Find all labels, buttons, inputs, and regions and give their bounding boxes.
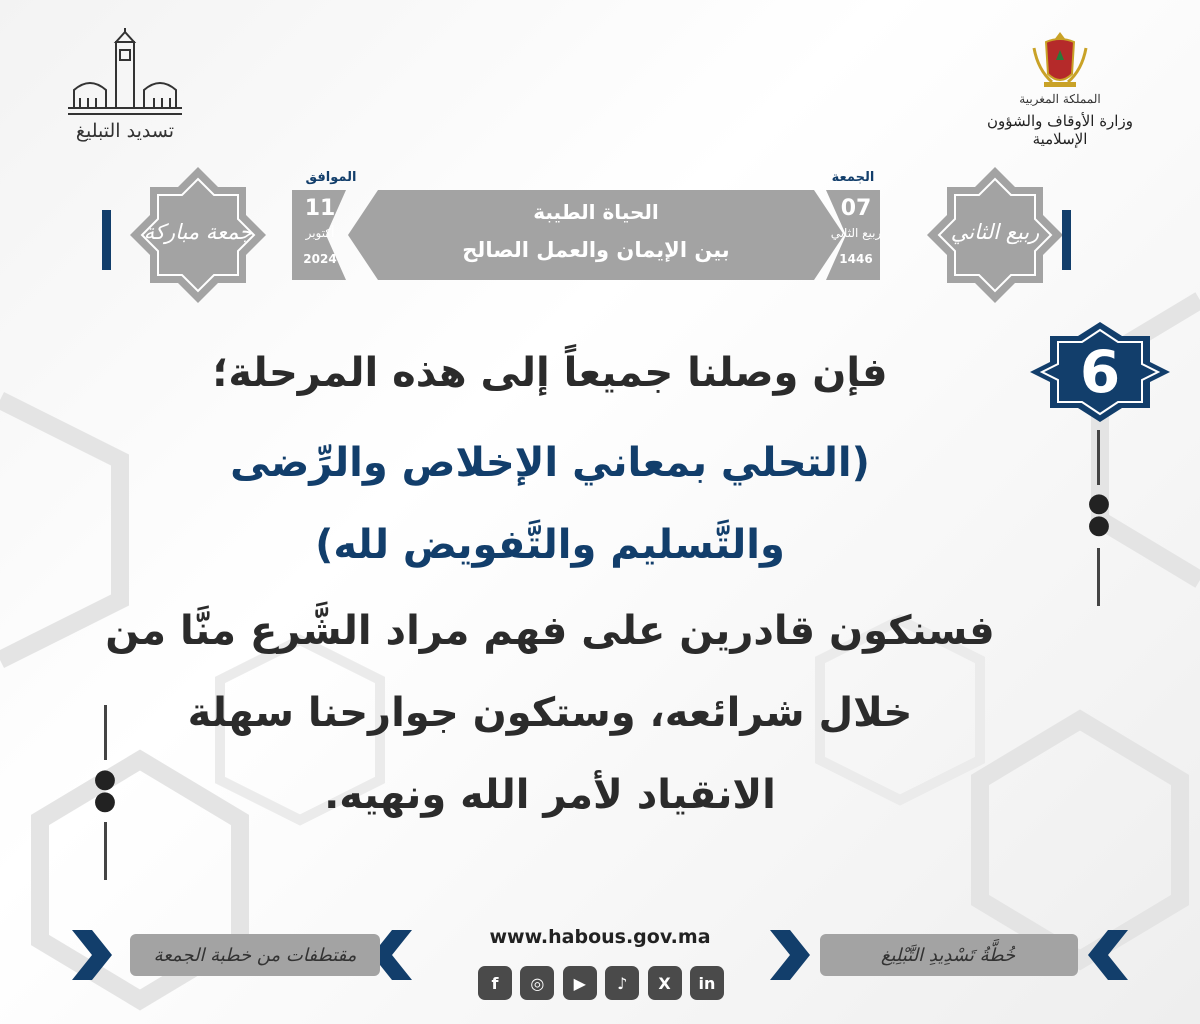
content-line-3: والتَّسليم والتَّفويض لله) [315, 522, 785, 568]
content-line-2: (التحلي بمعاني الإخلاص والرِّضى [230, 440, 870, 486]
linkedin-icon[interactable]: in [690, 966, 724, 1000]
instagram-icon[interactable]: ◎ [520, 966, 554, 1000]
tiktok-icon[interactable]: ♪ [605, 966, 639, 1000]
x-icon[interactable]: X [648, 966, 682, 1000]
hijri-month: ربيع الثاني [830, 226, 882, 240]
hijri-year: 1446 [839, 252, 873, 266]
content-line-4: فسنكون قادرين على فهم مراد الشَّرع منَّا من [105, 608, 995, 654]
sermon-title-line2: بين الإيمان والعمل الصالح [462, 238, 730, 262]
content-line-1: فإن وصلنا جميعاً إلى هذه المرحلة؛ [212, 350, 888, 396]
youtube-icon[interactable]: ▶ [563, 966, 597, 1000]
content-line-5: خلال شرائعه، وستكون جوارحنا سهلة [187, 690, 913, 736]
right-divider-bottom [1097, 548, 1100, 606]
brand-logo [60, 28, 190, 148]
gregorian-day: 11 [304, 196, 336, 221]
social-links [478, 966, 724, 1002]
right-divider-top [1097, 430, 1100, 485]
point-number: 6 [1079, 338, 1121, 406]
gregorian-label: الموافق [305, 170, 357, 185]
sermon-title-line1: الحياة الطيبة [533, 200, 659, 224]
header-bar-right [1062, 210, 1071, 270]
ministry-name: وزارة الأوقاف والشؤون الإسلامية [987, 112, 1133, 148]
rosette-greeting: جمعة مباركة [143, 220, 253, 244]
sermon-title [348, 190, 844, 280]
royal-coat-of-arms-icon [960, 30, 1160, 90]
right-divider-ornament: ● ● [1087, 488, 1111, 540]
gregorian-date [284, 190, 356, 280]
ministry-country: المملكة المغربية [1019, 92, 1101, 106]
website-link[interactable]: www.habous.gov.ma [489, 926, 711, 948]
mosque-minaret-icon [60, 28, 190, 120]
footer-label-plan: خُطَّةُ تَسْدِيدِ التَّبْلِيغ [880, 945, 1016, 966]
rosette-month: ربيع الثاني [950, 220, 1040, 244]
footer-label-excerpts: مقتطفات من خطبة الجمعة [153, 945, 357, 966]
gregorian-month: أكتوبر [305, 226, 335, 240]
left-divider-ornament: ● ● [93, 764, 117, 816]
ministry-logo [960, 30, 1160, 150]
hijri-label: الجمعة [831, 170, 875, 185]
header-bar-left [102, 210, 111, 270]
hijri-day: 07 [840, 196, 872, 221]
facebook-icon[interactable]: f [478, 966, 512, 1000]
gregorian-year: 2024 [303, 252, 337, 266]
brand-name: تسديد التبليغ [75, 120, 175, 142]
hijri-date [820, 190, 892, 280]
content-line-6: الانقياد لأمر الله ونهيه. [324, 772, 776, 818]
left-divider-bottom [104, 822, 107, 880]
